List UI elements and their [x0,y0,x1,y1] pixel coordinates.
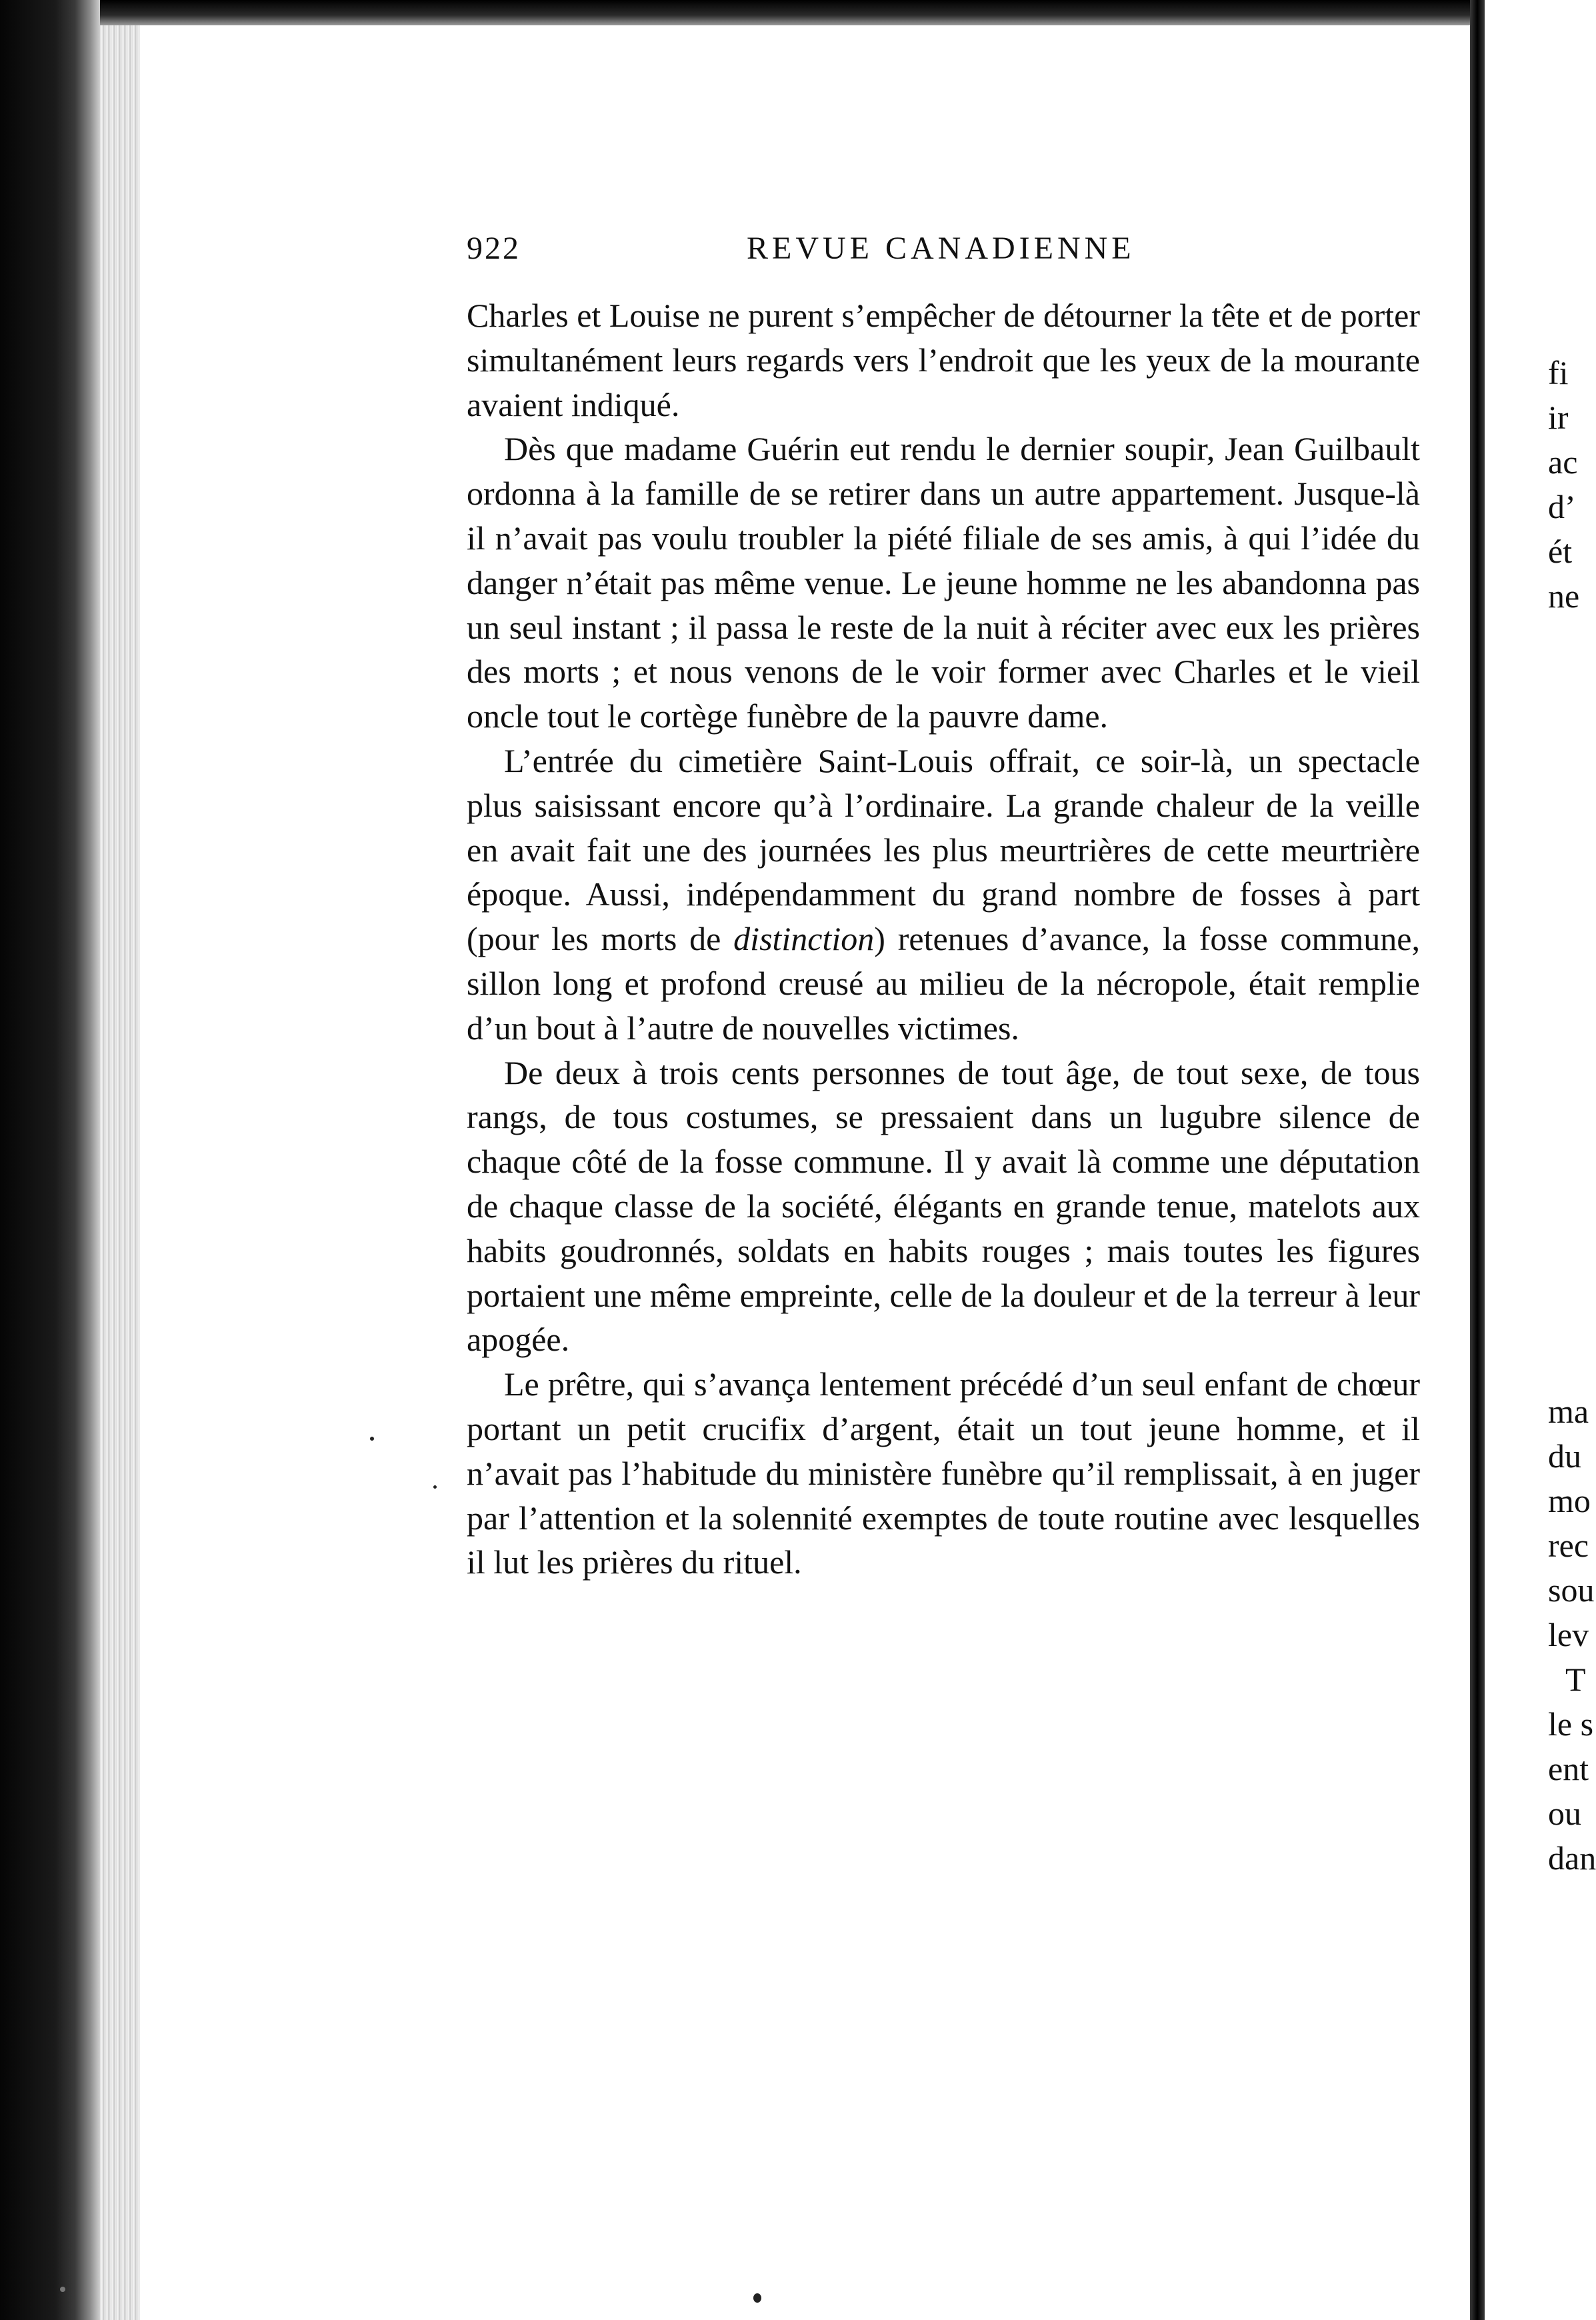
facing-page-fragment: du [1548,1437,1581,1475]
scan-speck [433,1485,437,1489]
facing-page-fragment: ent [1548,1750,1589,1787]
paragraph-2: Dès que madame Guérin eut rendu le dernier soupir, Jean Guilbault ordonna à la famille de se retirer dans un autre appartement. Jusque-là il n’avait pas voulu troubler la piété filiale de ses amis, à qui l’idée du danger n’était pas même venue. Le jeune homme ne les abandonna pas un seul instant ; il passa le reste de la nuit à réciter avec eux les prières des morts ; et nous venons de le voir former avec Charles et le vieil oncle tout le cortège funèbre de la pauvre dame. [467,430,1420,735]
facing-page-fragment: d’ [1548,488,1576,525]
page-stack-edge [100,0,140,2320]
facing-page [1487,0,1596,2320]
facing-page-fragment: ét [1548,533,1573,570]
body-text [467,293,1420,1585]
running-title: REVUE CANADIENNE [747,231,1135,266]
facing-page-fragment: le s [1548,1705,1594,1743]
facing-page-fragment: rec [1548,1527,1589,1564]
italic-term: distinction [733,920,875,958]
facing-page-fragment: ne [1548,577,1580,615]
page-number: 922 [467,231,521,266]
facing-page-fragment: ou [1548,1795,1581,1832]
facing-page-fragment: fi [1548,354,1569,391]
facing-page-fragment: sou [1548,1571,1595,1609]
facing-page-fragment: T [1565,1661,1586,1698]
running-head [467,230,1433,270]
scan-speck [60,2287,65,2292]
facing-page-fragment: ac [1548,443,1578,481]
page-gutter [1470,0,1485,2320]
facing-page-fragment: lev [1548,1616,1589,1653]
facing-page-fragment: ma [1548,1393,1589,1430]
scan-speck [370,1437,374,1441]
top-scan-edge [100,0,1480,25]
paragraph-4: De deux à trois cents personnes de tout âge, de tout sexe, de tous rangs, de tous costumes, se pressaient dans un lugubre silence de chaque côté de la fosse commune. Il y avait là comme une députation de chaque classe de la société, élégants en grande tenue, matelots aux habits goudronnés, soldats en habits rouges ; mais toutes les figures portaient une même empreinte, celle de la douleur et de la terreur à leur apogée. [467,1053,1420,1359]
facing-page-fragment: ir [1548,399,1569,436]
facing-page-fragment: mo [1548,1482,1591,1519]
paragraph-1: Charles et Louise ne purent s’empêcher de détourner la tête et de porter simultanément leurs regards vers l’endroit que les yeux de la mourante avaient indiqué. [467,297,1420,423]
book-binding-edge [0,0,100,2320]
facing-page-fragment: dan [1548,1839,1596,1877]
scan-speck [753,2293,761,2303]
paragraph-3-text-before: L’entrée du cimetière Saint-Louis offrait, ce soir-là, un spectacle plus saisissant encore qu’à l’ordinaire. La grande chaleur de la veille en avait fait une des journées les plus meurtrières de cette meurtrière époque. Aussi, indépendamment du grand nombre de fosses à part (pour les morts de [467,741,1420,958]
paragraph-5: Le prêtre, qui s’avança lentement précédé d’un seul enfant de chœur portant un petit crucifix d’argent, était un tout jeune homme, et il n’avait pas l’habitude du ministère funèbre qu’il remplissait, à en juger par l’attention et la solennité exemptes de toute routine avec lesquelles il lut les prières du rituel. [467,1365,1420,1581]
paragraph-3-text-after: ) retenues d’avance, la fosse commune, sillon long et profond creusé au milieu de la nécropole, était remplie d’un bout à l’autre de nouvelles victimes. [467,920,1420,1047]
paragraph-3 [467,739,1420,1051]
